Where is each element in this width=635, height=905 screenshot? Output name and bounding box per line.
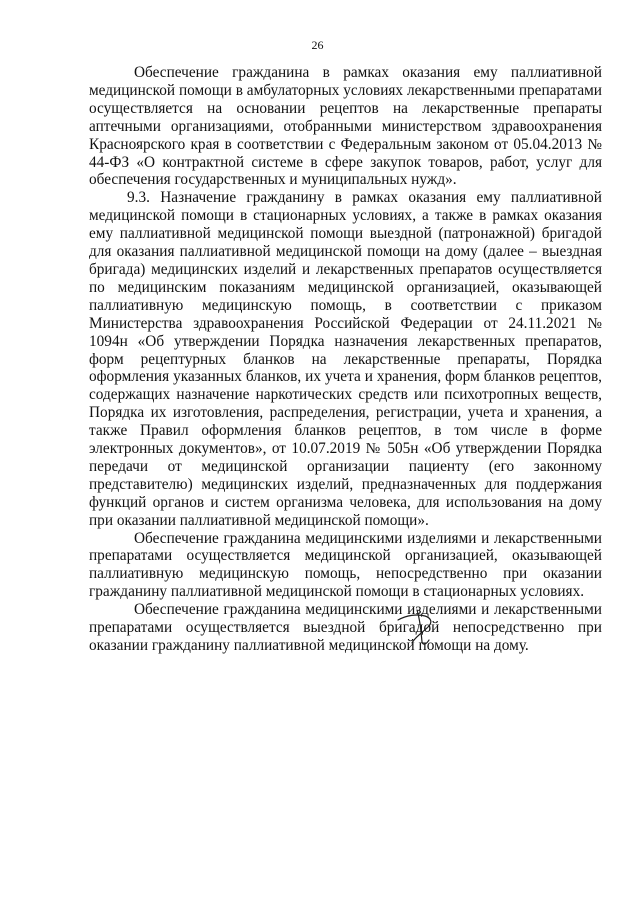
- paragraph-mobile-team-supply: Обеспечение гражданина медицинскими изделиями и лекарственными препаратами осуществляется выездной бригадой непосредственно при оказании гражданину паллиативной медицинской помощи на дому.: [89, 601, 602, 654]
- paragraph-inpatient-supply: Обеспечение гражданина медицинскими изделиями и лекарственными препаратами осуществляется медицинской организацией, оказывающей паллиативную медицинскую помощь, непосредственно при оказании гражданину паллиативной медицинской помощи в стационарных условиях.: [89, 529, 602, 601]
- paragraph-ambulatory-supply: Обеспечение гражданина в рамках оказания ему паллиативной медицинской помощи в амбулаторных условиях лекарственными препаратами осуществляется на основании рецептов на лекарственные препараты аптечными организациями, отобранными министерством здравоохранения Красноярского края в соответствии с Федеральным законом от 05.04.2013 № 44-ФЗ «О контрактной системе в сфере закупок товаров, работ, услуг для обеспечения государственных и муниципальных нужд».: [89, 64, 602, 189]
- document-body: [89, 64, 602, 655]
- paragraph-9-3: 9.3. Назначение гражданину в рамках оказания ему паллиативной медицинской помощи в стационарных условиях, а также в рамках оказания ему паллиативной медицинской помощи выездной (патронажной) бригадой для оказания паллиативной медицинской помощи на дому (далее – выездная бригада) медицинских изделий и лекарственных препаратов осуществляется по медицинским показаниям медицинской организацией, оказывающей паллиативную медицинскую помощь, в соответствии с приказом Министерства здравоохранения Российской Федерации от 24.11.2021 № 1094н «Об утверждении Порядка назначения лекарственных препаратов, форм рецептурных бланков на лекарственные препараты, Порядка оформления указанных бланков, их учета и хранения, форм бланков рецептов, содержащих назначение наркотических средств или психотропных веществ, Порядка их изготовления, распределения, регистрации, учета и хранения, а также Правил оформления бланков рецептов, в том числе в форме электронных документов», от 10.07.2019 № 505н «Об утверждении Порядка передачи от медицинской организации пациенту (его законному представителю) медицинских изделий, предназначенных для поддержания функций органов и систем организма человека, для использования на дому при оказании паллиативной медицинской помощи».: [89, 189, 602, 529]
- page-number: 26: [311, 38, 324, 52]
